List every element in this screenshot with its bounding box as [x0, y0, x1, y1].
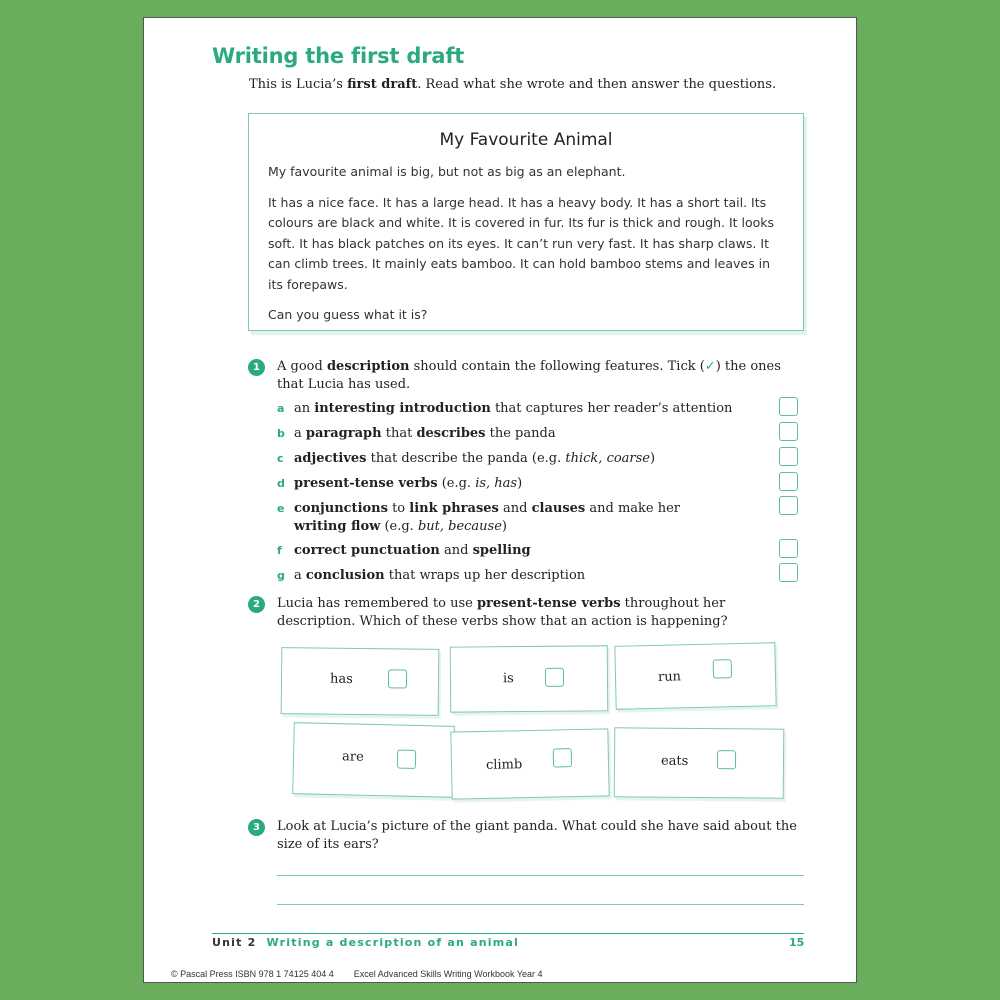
feature-text-segment: a — [294, 426, 306, 441]
feature-text-segment: an — [294, 401, 315, 416]
feature-text-segment: thick, coarse — [565, 451, 651, 466]
feature-text-segment: adjectives — [294, 451, 367, 466]
feature-text-segment: that wraps up her description — [384, 568, 586, 583]
feature-checkbox-e[interactable] — [779, 496, 798, 515]
draft-paragraph-3: Can you guess what it is? — [268, 307, 428, 322]
feature-text-segment: conjunctions — [294, 501, 388, 516]
feature-checkbox-c[interactable] — [779, 447, 798, 466]
question-3-number: 3 — [248, 819, 265, 836]
item-letter-f: f — [277, 544, 282, 557]
page-title: Writing the first draft — [212, 44, 465, 68]
feature-text-segment: clauses — [531, 501, 586, 516]
question-2-number: 2 — [248, 596, 265, 613]
feature-text-segment: spelling — [472, 543, 531, 558]
book-title: Excel Advanced Skills Writing Workbook Year 4 — [353, 969, 543, 979]
verb-card-climb — [450, 728, 609, 799]
feature-text-segment: writing flow — [294, 518, 381, 534]
copyright-text: © Pascal Press ISBN 978 1 74125 404 4 — [171, 969, 334, 979]
item-letter-c: c — [277, 452, 284, 465]
verb-checkbox-are[interactable] — [397, 750, 416, 769]
feature-text-segment: to — [387, 501, 410, 516]
checkmark-icon: ✓ — [704, 359, 716, 374]
verb-card-run — [614, 642, 776, 710]
feature-text-segment: (e.g. — [437, 476, 476, 491]
verb-checkbox-is[interactable] — [545, 668, 564, 687]
copyright-line — [171, 969, 543, 979]
question-1-text — [277, 358, 807, 393]
feature-text-segment: that captures her reader’s attention — [490, 401, 733, 416]
q2-pre: Lucia has remembered to use — [277, 596, 477, 611]
feature-text-segment: link phrases — [409, 501, 499, 516]
question-3-text: Look at Lucia’s picture of the giant panda. What could she have said about the size of its ears? — [277, 819, 797, 852]
feature-checkbox-b[interactable] — [779, 422, 798, 441]
verb-card-is — [450, 645, 609, 712]
feature-checkbox-d[interactable] — [779, 472, 798, 491]
q1-pre: A good — [277, 359, 327, 374]
feature-text-segment: and make her — [585, 501, 681, 516]
feature-text-segment: ) — [517, 476, 523, 491]
verb-card-are — [292, 722, 455, 798]
feature-text-segment: and — [439, 543, 473, 558]
verb-checkbox-run[interactable] — [713, 659, 732, 678]
feature-item-e — [294, 500, 694, 535]
feature-text-segment: conclusion — [305, 568, 385, 583]
verb-word: is — [502, 671, 514, 687]
verb-word: climb — [485, 757, 523, 773]
verb-word: run — [657, 669, 682, 685]
feature-text-segment: ) — [501, 518, 507, 534]
feature-text-segment: that — [381, 426, 417, 441]
feature-item-d — [294, 475, 764, 493]
verb-word: eats — [660, 753, 689, 769]
feature-item-g — [294, 567, 764, 585]
feature-item-a — [294, 400, 764, 418]
feature-text-segment: but, because — [417, 518, 502, 534]
feature-text-segment: is, has — [475, 476, 518, 491]
verb-checkbox-has[interactable] — [388, 669, 407, 688]
feature-text-segment: and — [498, 501, 532, 516]
feature-text-segment: present-tense verbs — [294, 476, 438, 491]
q2-post: throughout her description. Which of these verbs show that an action is happening? — [277, 596, 728, 629]
verb-word: has — [329, 671, 353, 687]
draft-paragraph-1: My favourite animal is big, but not as big as an elephant. — [268, 164, 626, 179]
verb-checkbox-climb[interactable] — [553, 748, 572, 767]
intro-pre: This is Lucia’s — [249, 77, 348, 92]
intro-post: . Read what she wrote and then answer the questions. — [417, 77, 777, 92]
feature-checkbox-f[interactable] — [779, 539, 798, 558]
feature-text-segment: the panda — [485, 426, 556, 441]
feature-text-segment: (e.g. — [380, 518, 418, 534]
q1-bold: description — [326, 359, 410, 374]
footer-unit — [212, 936, 519, 949]
workbook-page — [143, 17, 857, 983]
item-letter-d: d — [277, 477, 285, 490]
q1-mid: should contain the following features. Tick ( — [409, 359, 705, 374]
feature-text-segment: paragraph — [305, 426, 382, 441]
answer-line-2[interactable] — [277, 904, 804, 905]
feature-item-c — [294, 450, 764, 468]
feature-item-b — [294, 425, 764, 443]
draft-paragraph-2: It has a nice face. It has a large head. It has a heavy body. It has a short tail. Its colours are black and white. It is covered in fur. Its fur is thick and rough. It looks soft. It has black patches on its eyes. It can’t run very fast. It has sharp claws. It can climb trees. It mainly eats bamboo. It can hold bamboo stems and leaves in its forepaws. — [268, 194, 775, 292]
page-number: 15 — [789, 936, 805, 949]
answer-line-1[interactable] — [277, 875, 804, 876]
feature-text-segment: a — [294, 568, 306, 583]
q1-post: ) the ones that Lucia has used. — [277, 359, 781, 392]
feature-text-segment: ) — [650, 451, 656, 466]
draft-title: My Favourite Animal — [439, 130, 613, 150]
item-letter-a: a — [277, 402, 285, 415]
q2-bold: present-tense verbs — [476, 596, 621, 611]
feature-text-segment: describes — [416, 426, 486, 441]
feature-text-segment: interesting introduction — [314, 401, 491, 416]
verb-card-eats — [614, 727, 785, 798]
verb-checkbox-eats[interactable] — [717, 750, 736, 769]
feature-checkbox-a[interactable] — [779, 397, 798, 416]
question-2-text — [277, 595, 807, 630]
feature-checkbox-g[interactable] — [779, 563, 798, 582]
unit-label: Unit 2 — [212, 936, 257, 949]
intro-text — [249, 77, 776, 92]
question-1-number: 1 — [248, 359, 265, 376]
item-letter-e: e — [277, 502, 285, 515]
draft-box — [248, 113, 804, 331]
item-letter-b: b — [277, 427, 285, 440]
feature-text-segment: that describe the panda (e.g. — [366, 451, 566, 466]
intro-bold: first draft — [347, 77, 418, 92]
unit-title: Writing a description of an animal — [266, 936, 519, 949]
item-letter-g: g — [277, 569, 285, 582]
verb-card-has — [281, 647, 440, 716]
feature-text-segment: correct punctuation — [294, 543, 440, 558]
feature-item-f — [294, 542, 764, 560]
verb-word: are — [341, 749, 364, 765]
footer-divider — [212, 933, 804, 934]
